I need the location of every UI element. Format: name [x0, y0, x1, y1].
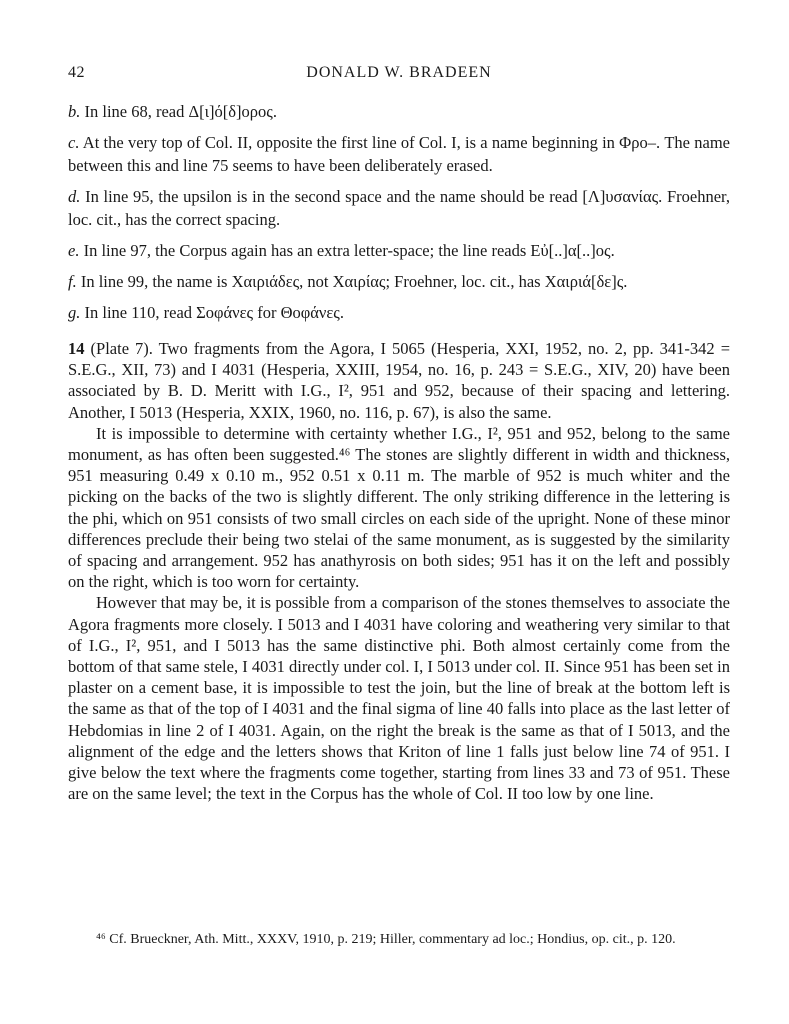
note-text: In line 95, the upsilon is in the second space and the name should be read [Λ]υσανίας. Froehner, loc. cit., has the correct spacing. — [68, 187, 730, 229]
note-text: In line 99, the name is Χαιριάδες, not Χαιρίας; Froehner, loc. cit., has Χαιριά[δε]ς. — [76, 272, 628, 291]
note-text: In line 68, read Δ[ι]ό[δ]ορος. — [80, 102, 277, 121]
notes-list — [68, 100, 730, 324]
page-number: 42 — [68, 64, 85, 81]
page-header — [68, 64, 730, 88]
note-text: In line 97, the Corpus again has an extra letter-space; the line reads Εὐ[..]α[..]ος. — [79, 241, 615, 260]
note-text: In line 110, read Σοφάνες for Θοφάνες. — [80, 303, 344, 322]
note-label: d. — [68, 187, 81, 206]
body-paragraph: It is impossible to determine with certainty whether I.G., I², 951 and 952, belong to the same monument, as has often been suggested.⁴⁶ The stones are slightly different in width and thickness, 951 measuring 0.49 x 0.10 m., 952 0.51 x 0.11 m. The marble of 952 is much whiter and the picking on the backs of the two is slightly different. The only striking difference in the lettering is the phi, which on 951 consists of two small circles on each side of the upright. None of these minor differences preclude their being two stelai of the same monument, as is suggested by the similarity of spacing and arrangement. 952 has anathyrosis on both sides; 951 has it on the left and possibly on the right, which is too worn for certainty. — [68, 423, 730, 592]
section-number: 14 — [68, 339, 85, 358]
note-item — [68, 270, 730, 293]
body-paragraph: However that may be, it is possible from a comparison of the stones themselves to associate the Agora fragments more closely. I 5013 and I 4031 have coloring and weathering very similar to that of I.G., I², 951, and I 5013 has the same distinctive phi. Both almost certainly come from the bottom of that same stele, I 4031 directly under col. I, I 5013 under col. II. Since 951 has been set in plaster on a cement base, it is impossible to test the join, but the line of break at the bottom left is the same as that of the top of I 4031 and the final sigma of line 40 falls into place as the last letter of Hebdomias in line 2 of I 4031. Again, on the right the break is the same as that of I 5013, and the alignment of the edge and the letters shows that Kriton of line 1 falls just below line 74 of 951. I give below the text where the fragments come together, starting from lines 33 and 73 of 951. These are on the same level; the text in the Corpus has the whole of Col. II too low by one line. — [68, 593, 730, 804]
page-body — [68, 64, 730, 804]
note-item — [68, 131, 730, 177]
note-item — [68, 100, 730, 123]
section-intro — [68, 338, 730, 423]
running-title: DONALD W. BRADEEN — [306, 64, 492, 81]
footnote: ⁴⁶ Cf. Brueckner, Ath. Mitt., XXXV, 1910, p. 219; Hiller, commentary ad loc.; Hondius, op. cit., p. 120. — [96, 932, 676, 947]
note-item — [68, 239, 730, 262]
note-label: f. — [68, 272, 77, 291]
note-item — [68, 301, 730, 324]
note-item — [68, 185, 730, 231]
note-label: e. — [68, 241, 80, 260]
note-label: c. — [68, 133, 80, 152]
note-label: g. — [68, 303, 81, 322]
note-label: b. — [68, 102, 81, 121]
section-text: (Plate 7). Two fragments from the Agora, I 5065 (Hesperia, XXI, 1952, no. 2, pp. 341-342 = S.E.G., XII, 73) and I 4031 (Hesperia, XXIII, 1954, no. 16, p. 243 = S.E.G., XIV, 20) have been associated by B. D. Meritt with I.G., I², 951 and 952, because of their spacing and lettering. Another, I 5013 (Hesperia, XXIX, 1960, no. 116, p. 67), is also the same. — [68, 339, 730, 422]
note-text: At the very top of Col. II, opposite the first line of Col. I, is a name beginning in Φρο–. The name between this and line 75 seems to have been deliberately erased. — [68, 133, 730, 175]
